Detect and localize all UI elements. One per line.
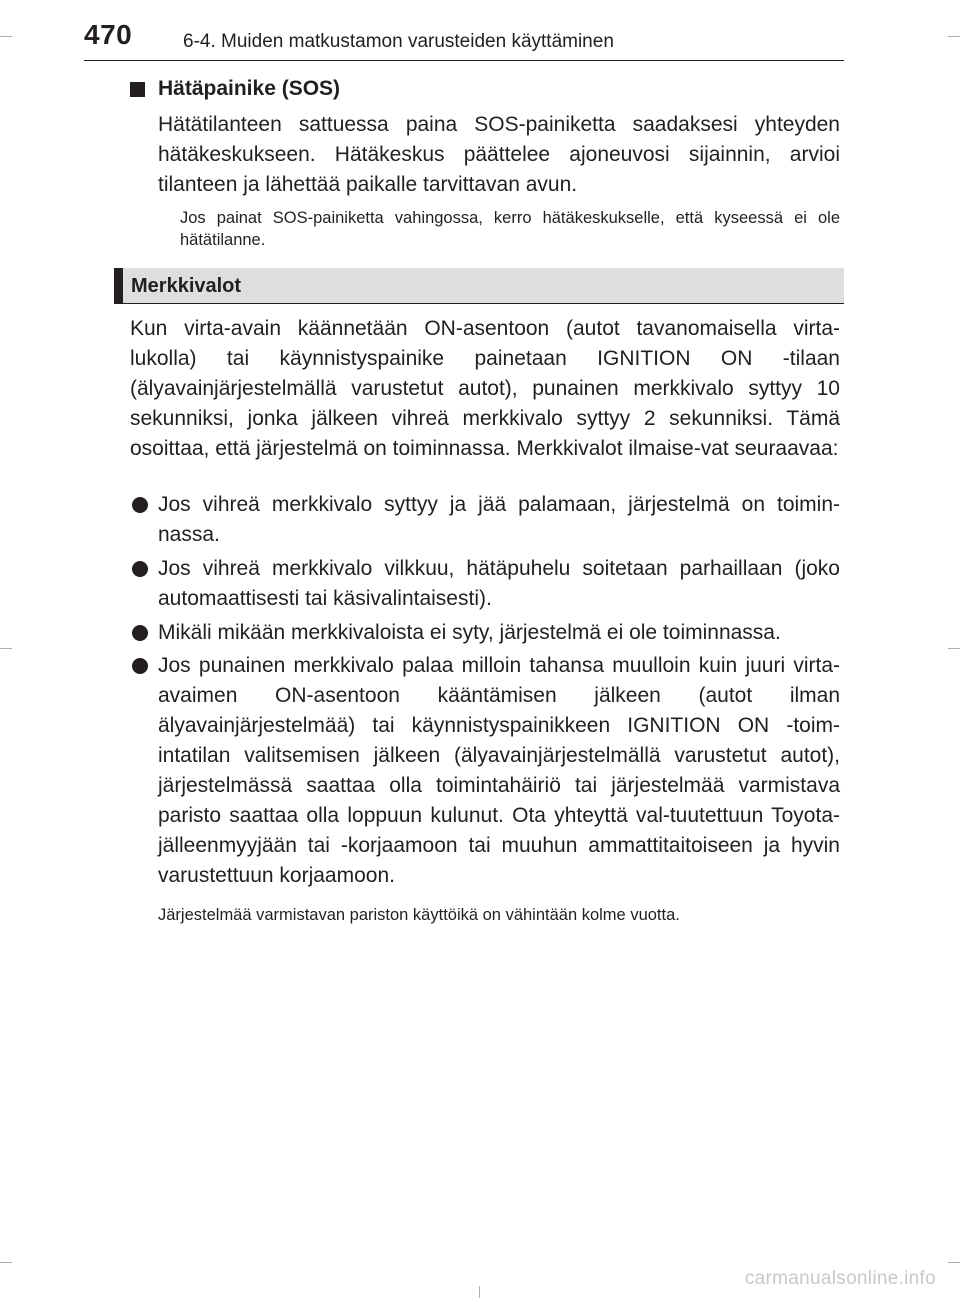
- crop-mark: [0, 648, 12, 649]
- crop-mark: [948, 1262, 960, 1263]
- square-bullet-icon: [130, 82, 145, 97]
- list-item: [130, 651, 840, 891]
- list-item: [130, 554, 840, 614]
- crop-mark: [948, 648, 960, 649]
- watermark: carmanualsonline.info: [744, 1268, 936, 1289]
- crop-mark: [948, 36, 960, 37]
- battery-note: Järjestelmää varmistavan pariston käyttöikä on vähintään kolme vuotta.: [158, 906, 680, 924]
- bullet-dot-icon: [132, 561, 148, 577]
- list-item: [130, 490, 840, 550]
- section-reference: 6-4. Muiden matkustamon varusteiden käyttäminen: [183, 31, 614, 52]
- list-item-text: Mikäli mikään merkkivaloista ei syty, järjestelmä ei ole toiminnassa.: [158, 621, 781, 644]
- sos-heading: [130, 77, 340, 101]
- crop-mark: [479, 1286, 480, 1298]
- list-item-text: Jos vihreä merkkivalo vilkkuu, hätäpuhelu soitetaan parhaillaan (joko automaattisesti tai käsivalintaisesti).: [158, 557, 840, 610]
- list-item-text: Jos vihreä merkkivalo syttyy ja jää palamaan, järjestelmä on toimin-nassa.: [158, 493, 840, 546]
- header-divider: [84, 60, 844, 61]
- bullet-dot-icon: [132, 497, 148, 513]
- crop-mark: [0, 1262, 12, 1263]
- bullet-dot-icon: [132, 658, 148, 674]
- sos-note: Jos painat SOS-painiketta vahingossa, kerro hätäkeskukselle, että kyseessä ei ole hätätilanne.: [180, 209, 840, 249]
- page-header: [0, 0, 960, 68]
- section-marker-bar: [114, 268, 123, 303]
- sos-body: Hätätilanteen sattuessa paina SOS-painiketta saadaksesi yhteyden hätäkeskukseen. Hätäkeskus päättelee ajoneuvosi sijainnin, arvioi tilanteen ja lähettää paikalle tarvittavan avun.: [158, 113, 840, 196]
- indicators-intro: Kun virta-avain käännetään ON-asentoon (autot tavanomaisella virta-lukolla) tai käynnistyspainike painetaan IGNITION ON -tilaan (älyavainjärjestelmällä varustetut autot), punainen merkkivalo syttyy 10 sekunniksi, jonka jälkeen vihreä merkkivalo syttyy 2 sekunniksi. Tämä osoittaa, että järjestelmä on toiminnassa. Merkkivalot ilmaise-vat seuraavaa:: [130, 317, 840, 460]
- bullet-dot-icon: [132, 625, 148, 641]
- sos-heading-text: Hätäpainike (SOS): [158, 77, 341, 100]
- section-header-band: [114, 268, 844, 304]
- list-item: [130, 618, 840, 648]
- list-item-text: Jos punainen merkkivalo palaa milloin tahansa muulloin kuin juuri virta-avaimen ON-asentoon kääntämisen jälkeen (autot ilman älyavainjärjestelmää) tai käynnistyspainikkeen IGNITION ON -toim-intatilan valitsemisen jälkeen (älyavainjärjestelmällä varustetut autot), järjestelmässä saattaa olla toimintahäiriö tai järjestelmää varmistava paristo saattaa olla loppuun kulunut. Ota yhteyttä val-tuutettuun Toyota-jälleenmyyjään tai -korjaamoon tai muuhun ammattitaitoiseen ja hyvin varustettuun korjaamoon.: [158, 654, 840, 887]
- crop-mark: [0, 36, 12, 37]
- section-title: Merkkivalot: [131, 275, 242, 297]
- page-number: 470: [84, 19, 133, 50]
